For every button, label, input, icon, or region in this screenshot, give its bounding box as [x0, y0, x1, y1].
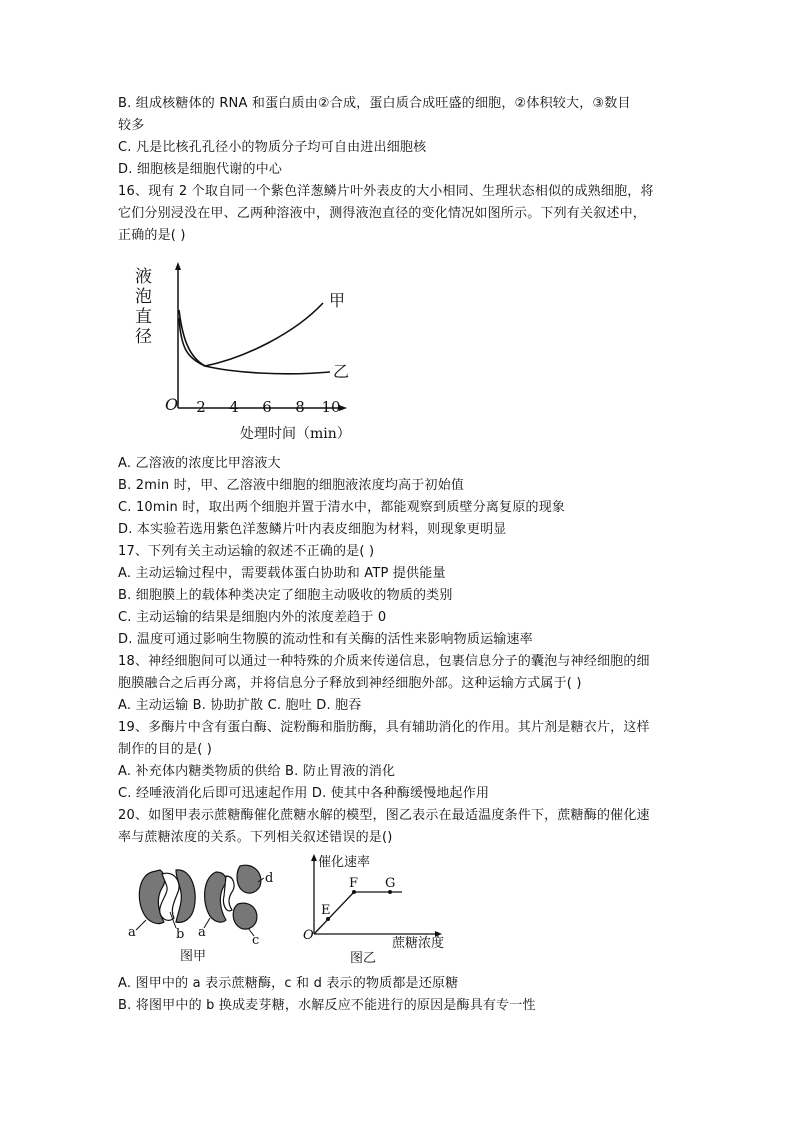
label-g: G	[385, 876, 396, 891]
enzyme-products	[205, 865, 261, 929]
option-17-b: B. 细胞膜上的载体种类决定了细胞主动吸收的物质的类别	[118, 588, 453, 603]
label-d: d	[265, 871, 274, 886]
x-tick-label: 10	[321, 398, 341, 416]
text-line: 它们分别浸没在甲、乙两种溶液中，测得液泡直径的变化情况如图所示。下列有关叙述中，	[118, 206, 647, 221]
y-axis-arrow	[311, 854, 317, 861]
caption-fig-yi: 图乙	[350, 951, 377, 966]
caption-fig-jia: 图甲	[180, 949, 207, 964]
option-20-a: A. 图甲中的 a 表示蔗糖酶，c 和 d 表示的物质都是还原糖	[118, 976, 459, 991]
y-axis-label: 催化速率	[318, 855, 371, 870]
question-19-stem: 19、多酶片中含有蛋白酶、淀粉酶和脂肪酶，具有辅助消化的作用。其片剂是糖衣片，这样	[118, 720, 650, 735]
option-16-c: C. 10min 时，取出两个细胞并置于清水中，都能观察到质壁分离复原的现象	[118, 500, 566, 515]
option-17-c: C. 主动运输的结果是细胞内外的浓度差趋于 0	[118, 610, 387, 625]
text-line: 制作的目的是( )	[118, 742, 213, 757]
options-19-cd: C. 经唾液消化后即可迅速起作用 D. 使其中各种酶缓慢地起作用	[118, 786, 490, 801]
options-18: A. 主动运输 B. 协助扩散 C. 胞吐 D. 胞吞	[118, 698, 362, 713]
text-line: 率与蔗糖浓度的关系。下列相关叙述错误的是()	[118, 830, 393, 845]
option-17-a: A. 主动运输过程中，需要载体蛋白协助和 ATP 提供能量	[118, 566, 446, 581]
y-label-char: 径	[135, 327, 152, 347]
options-19-ab: A. 补充体内糖类物质的供给 B. 防止胃液的消化	[118, 764, 396, 779]
question-16-stem: 16、现有 2 个取自同一个紫色洋葱鳞片叶外表皮的大小相同、生理状态相似的成熟细胞，将	[118, 184, 654, 199]
option-20-b: B. 将图甲中的 b 换成麦芽糖，水解反应不能进行的原因是酶具有专一性	[118, 998, 536, 1013]
text-line: D. 细胞核是细胞代谢的中心	[118, 162, 283, 177]
series-label-yi: 乙	[333, 362, 350, 381]
option-16-a: A. 乙溶液的浓度比甲溶液大	[118, 456, 281, 471]
x-tick-label: 2	[196, 398, 206, 416]
question-20-stem: 20、如图甲表示蔗糖酶催化蔗糖水解的模型，图乙表示在最适温度条件下，蔗糖酶的催化速	[118, 808, 650, 823]
figure-20-enzyme-model	[122, 852, 462, 970]
x-axis-label: 处理时间（min）	[240, 426, 351, 442]
text-line: B. 组成核糖体的 RNA 和蛋白质由②合成，蛋白质合成旺盛的细胞，②体积较大，③数目	[118, 96, 631, 111]
series-label-jia: 甲	[329, 291, 346, 310]
option-16-d: D. 本实验若选用紫色洋葱鳞片叶内表皮细胞为材料，则现象更明显	[118, 522, 507, 537]
y-axis-arrow	[175, 262, 181, 270]
enzyme-substrate-complex	[139, 870, 195, 924]
text-line: 正确的是( )	[118, 228, 186, 243]
x-axis-label: 蔗糖浓度	[392, 936, 445, 951]
question-17-stem: 17、下列有关主动运输的叙述不正确的是( )	[118, 544, 375, 559]
y-label-char: 直	[135, 307, 152, 327]
label-a: a	[198, 925, 206, 940]
y-label-char: 泡	[135, 287, 152, 307]
y-axis-label	[135, 267, 152, 347]
label-e: E	[321, 903, 331, 918]
question-18-stem: 18、神经细胞间可以通过一种特殊的介质来传递信息，包裹信息分子的囊泡与神经细胞的细	[118, 654, 650, 669]
option-17-d: D. 温度可通过影响生物膜的流动性和有关酶的活性来影响物质运输速率	[118, 632, 533, 647]
option-16-b: B. 2min 时，甲、乙溶液中细胞的细胞液浓度均高于初始值	[118, 478, 465, 493]
x-tick-label: 8	[295, 398, 305, 416]
label-a: a	[128, 925, 136, 940]
y-label-char: 液	[135, 267, 152, 287]
text-line: 胞膜融合之后再分离，并将信息分子释放到神经细胞外部。这种运输方式属于( )	[118, 676, 582, 691]
x-tick-label: 6	[262, 398, 272, 416]
label-b: b	[176, 927, 185, 942]
text-line: 较多	[118, 118, 145, 133]
origin-label: O	[165, 395, 179, 414]
series-yi-curve	[179, 318, 330, 374]
figure-16-vacuole-diameter	[125, 258, 365, 448]
label-f: F	[349, 876, 359, 891]
text-line: C. 凡是比核孔孔径小的物质分子均可自由进出细胞核	[118, 140, 427, 155]
label-c: c	[252, 933, 260, 948]
series-jia-curve	[179, 303, 323, 366]
x-tick-label: 4	[229, 398, 239, 416]
origin-label: O	[303, 928, 314, 943]
